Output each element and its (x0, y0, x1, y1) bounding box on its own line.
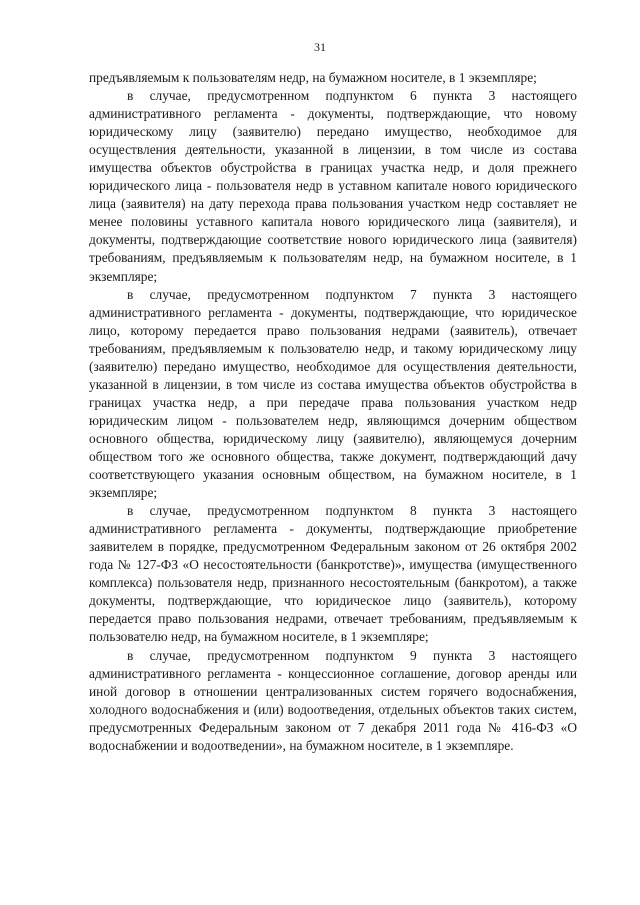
paragraph-subclause-8: в случае, предусмотренном подпунктом 8 пункта 3 настоящего административного регламента - документы, подтверждающие приобретение заявителем в порядке, предусмотренном Федеральным законом от 26 октября 2002 года № 127-ФЗ «О несостоятельности (банкротстве)», имущества (имущественного комплекса) пользователя недр, признанного несостоятельным (банкротом), а также документы, подтверждающие, что юридическое лицо (заявитель), которому передается право пользования недрами, отвечает требованиям, предъявляемым к пользователю недр, на бумажном носителе, в 1 экземпляре; (89, 503, 577, 645)
paragraph-subclause-6: в случае, предусмотренном подпунктом 6 пункта 3 настоящего административного регламента - документы, подтверждающие, что новому юридическому лицу (заявителю) передано имущество, необходимое для осуществления деятельности, указанной в лицензии, в том числе из состава имущества объектов обустройства в границах участка недр, и доля прежнего юридического лица - пользователя недр в уставном капитале нового юридического лица (заявителя) на дату перехода права пользования участком недр составляет не менее половины уставного капитала нового юридического лица (заявителя), и документы, подтверждающие соответствие нового юридического лица (заявителя) требованиям, предъявляемым к пользователям недр, на бумажном носителе, в 1 экземпляре; (89, 88, 577, 284)
paragraph-continuation: предъявляемым к пользователям недр, на бумажном носителе, в 1 экземпляре; (89, 70, 537, 85)
document-body (89, 69, 577, 755)
paragraph-subclause-7: в случае, предусмотренном подпунктом 7 пункта 3 настоящего административного регламента - документы, подтверждающие, что юридическое лицо, которому передается право пользования недрами (заявитель), отвечает требованиям, предъявляемым к пользователю недр, и такому юридическому лицу (заявителю) передано имущество, необходимое для осуществления деятельности, указанной в лицензии, в том числе из состава имущества объектов обустройства в границах участка недр, а при передаче права пользования участком недр юридическим лицом - пользователем недр, являющимся дочерним обществом основного общества, юридическому лицу (заявителю), являющемуся дочерним обществом того же основного общества, также документ, подтверждающий дачу соответствующего указания основным обществом, на бумажном носителе, в 1 экземпляре; (89, 286, 577, 501)
page-number: 31 (314, 40, 326, 54)
paragraph-subclause-9: в случае, предусмотренном подпунктом 9 пункта 3 настоящего административного регламента - концессионное соглашение, договор аренды или иной договор в отношении централизованных систем горячего водоснабжения, холодного водоснабжения и (или) водоотведения, отдельных объектов таких систем, предусмотренных Федеральным законом от 7 декабря 2011 года № 416-ФЗ «О водоснабжении и водоотведении», на бумажном носителе, в 1 экземпляре. (89, 647, 577, 753)
